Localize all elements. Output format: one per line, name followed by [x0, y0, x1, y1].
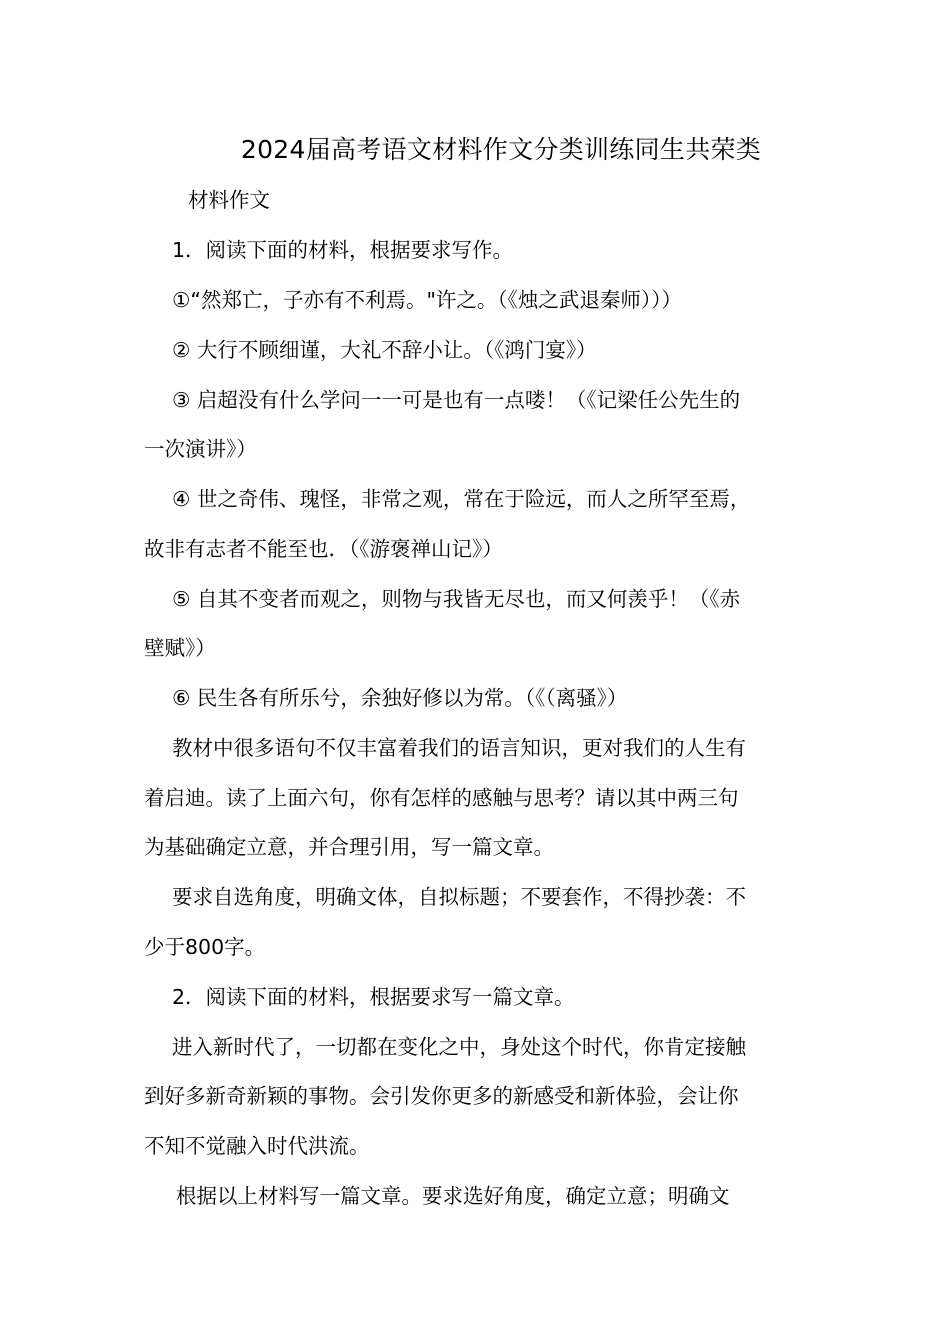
quote-4-line-2: 故非有志者不能至也．（《游褒禅山记》）	[144, 537, 503, 561]
paragraph-3-line-1: 根据以上材料写一篇文章。要求选好角度，确定立意；明确文	[176, 1184, 730, 1208]
quote-1: ①“然郑亡，子亦有不利焉。"许之。（《烛之武退秦师）））	[172, 288, 682, 312]
paragraph-1-line-2: 着启迪。读了上面六句，你有怎样的感触与思考？请以其中两三句	[144, 786, 739, 810]
paragraph-2-line-3: 不知不觉融入时代洪流。	[144, 1134, 370, 1158]
quote-5-line-1: ⑤ 自其不变者而观之，则物与我皆无尽也，而又何羡乎！（《赤	[172, 587, 741, 611]
requirements-line-2: 少于800字。	[144, 935, 266, 959]
quote-5-line-2: 壁赋》）	[144, 636, 216, 660]
quote-2: ② 大行不顾细谨，大礼不辞小让。（《鸿门宴》）	[172, 338, 597, 362]
requirements-line-1: 要求自选角度，明确文体，自拟标题；不要套作，不得抄袭：不	[172, 885, 746, 909]
quote-4-line-1: ④ 世之奇伟、瑰怪，非常之观，常在于险远，而人之所罕至焉，	[172, 487, 751, 511]
question-2-prompt: 2．阅读下面的材料，根据要求写一篇文章。	[172, 985, 575, 1009]
paragraph-2-line-2: 到好多新奇新颖的事物。会引发你更多的新感受和新体验，会让你	[144, 1084, 739, 1108]
paragraph-1-line-3: 为基础确定立意，并合理引用，写一篇文章。	[144, 835, 554, 859]
section-heading: 材料作文	[188, 188, 270, 212]
quote-6: ⑥ 民生各有所乐兮，余独好修以为常。（《（离骚》）	[172, 686, 628, 710]
quote-3-line-2: 一次演讲》）	[144, 437, 257, 461]
quote-3-line-1: ③ 启超没有什么学问一一可是也有一点喽！（《记梁任公先生的	[172, 388, 741, 412]
question-1-prompt: 1．阅读下面的材料，根据要求写作。	[172, 238, 514, 262]
paragraph-1-line-1: 教材中很多语句不仅丰富着我们的语言知识，更对我们的人生有	[172, 736, 746, 760]
document-title: 2024届高考语文材料作文分类训练同生共荣类	[240, 135, 762, 164]
paragraph-2-line-1: 进入新时代了，一切都在变化之中，身处这个时代，你肯定接触	[172, 1035, 746, 1059]
